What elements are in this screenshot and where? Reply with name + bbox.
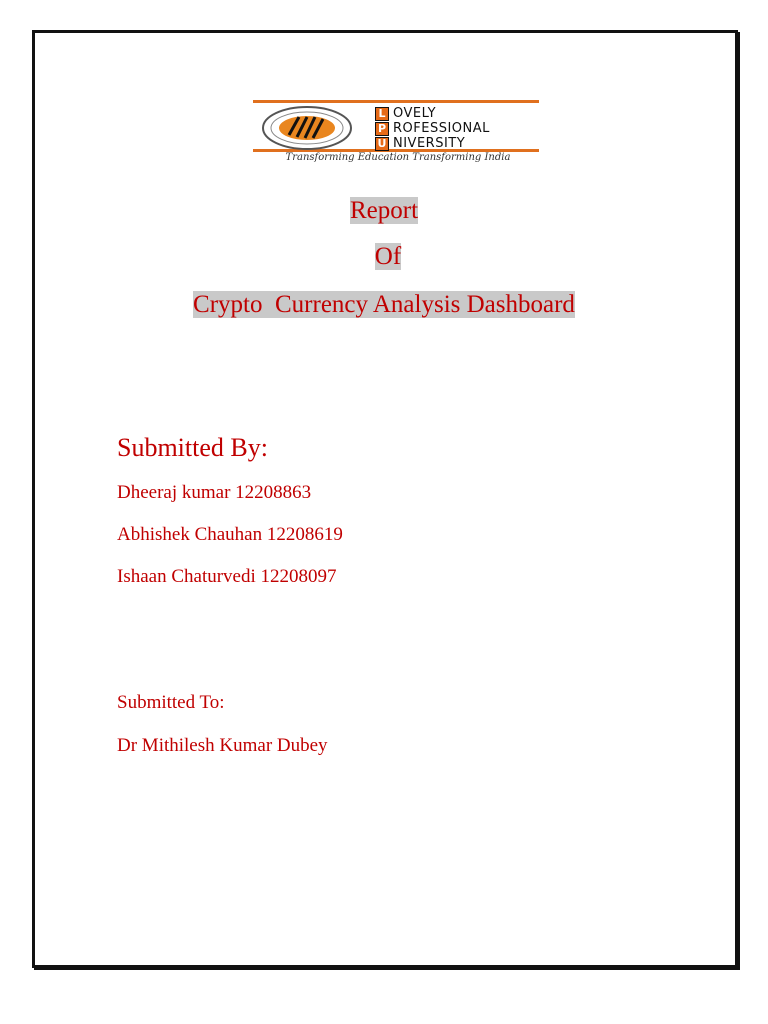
- logo-tagline: Transforming Education Transforming India: [285, 152, 511, 163]
- supervisor-name: Dr Mithilesh Kumar Dubey: [117, 735, 328, 756]
- title-report-line: [0, 196, 768, 226]
- submitted-by-heading: Submitted By:: [117, 433, 268, 462]
- member-2: Abhishek Chauhan 12208619: [117, 524, 343, 545]
- logo-letter-p: P: [375, 122, 389, 136]
- logo-word-lovely: OVELY: [393, 106, 437, 121]
- university-logo: [253, 100, 539, 166]
- title-of: Of: [374, 243, 402, 270]
- member-1: Dheeraj kumar 12208863: [117, 482, 312, 503]
- title-of-line: [0, 242, 768, 272]
- title-project: Crypto Currency Analysis Dashboard: [193, 291, 575, 318]
- member-3: Ishaan Chaturvedi 12208097: [117, 566, 337, 587]
- submitted-to-heading: Submitted To:: [117, 692, 225, 713]
- logo-letter-u: U: [375, 137, 389, 151]
- logo-banner: [253, 100, 539, 152]
- university-seal-icon: [259, 105, 355, 151]
- logo-word-university: NIVERSITY: [393, 136, 466, 151]
- title-report: Report: [349, 197, 419, 224]
- title-project-line: [0, 290, 768, 320]
- logo-word-professional: ROFESSIONAL: [393, 121, 490, 136]
- logo-letter-l: L: [375, 107, 389, 121]
